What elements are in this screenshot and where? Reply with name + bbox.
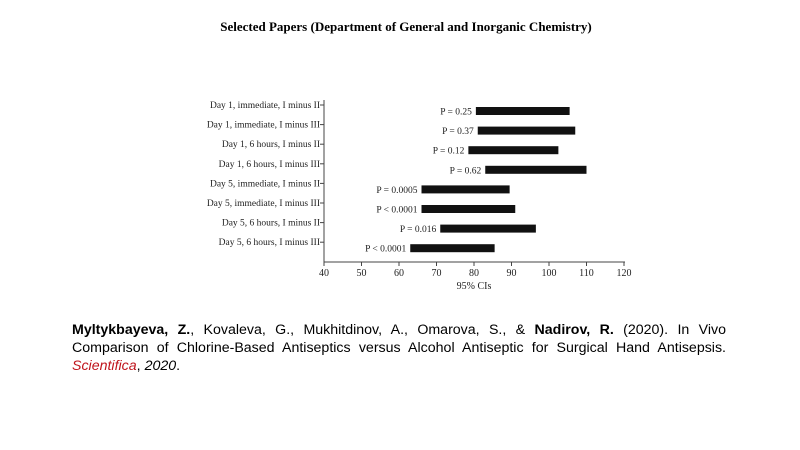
x-tick-label: 80 bbox=[469, 268, 479, 279]
x-tick-label: 50 bbox=[356, 268, 367, 279]
ci-bar bbox=[422, 205, 516, 213]
y-category-label: Day 5, immediate, I minus II bbox=[209, 179, 320, 190]
citation-volume: 2020 bbox=[144, 358, 177, 374]
ci-bar bbox=[485, 166, 586, 174]
p-value-label: P < 0.0001 bbox=[376, 205, 418, 216]
y-category-label: Day 1, 6 hours, I minus II bbox=[221, 140, 320, 151]
x-axis-title: 95% CIs bbox=[456, 281, 492, 292]
y-category-label: Day 5, immediate, I minus III bbox=[206, 199, 320, 209]
x-tick-label: 40 bbox=[319, 268, 329, 279]
x-tick-label: 120 bbox=[616, 268, 632, 279]
citation-coauthors: , Kovaleva, G., Mukhitdinov, A., Omarova, S., & bbox=[190, 322, 535, 338]
citation-title: (2020). In Vivo Comparison of Chlorine-Based Antiseptics versus Alcohol Antiseptic for Surgical Hand Antisepsis. bbox=[72, 322, 726, 356]
ci-bar bbox=[410, 244, 494, 252]
citation-journal: Scientifica bbox=[72, 358, 137, 374]
y-category-label: Day 1, 6 hours, I minus III bbox=[218, 159, 320, 170]
citation-separator: , bbox=[136, 358, 145, 374]
citation-last-author: Nadirov, R. bbox=[534, 322, 614, 338]
citation-first-author: Myltykbayeva, Z. bbox=[72, 322, 191, 338]
p-value-label: P < 0.0001 bbox=[365, 244, 407, 255]
citation bbox=[72, 321, 726, 375]
p-value-label: P = 0.25 bbox=[440, 107, 472, 118]
slide-title: Selected Papers (Department of General and Inorganic Chemistry) bbox=[220, 19, 592, 34]
ci-bar bbox=[440, 225, 536, 233]
p-value-label: P = 0.0005 bbox=[376, 185, 418, 196]
ci-bar bbox=[478, 127, 576, 135]
ci-bar bbox=[476, 107, 570, 115]
ci-bar bbox=[422, 185, 510, 193]
p-value-label: P = 0.37 bbox=[442, 127, 474, 138]
y-category-label: Day 1, immediate, I minus II bbox=[209, 101, 320, 111]
p-value-label: P = 0.12 bbox=[432, 146, 465, 157]
y-category-label: Day 1, immediate, I minus III bbox=[206, 120, 320, 131]
x-tick-label: 60 bbox=[394, 268, 404, 279]
x-tick-label: 90 bbox=[506, 268, 517, 279]
x-tick-label: 70 bbox=[431, 268, 442, 279]
ci-bar bbox=[468, 146, 558, 154]
p-value-label: P = 0.016 bbox=[399, 225, 437, 236]
x-tick-label: 110 bbox=[579, 268, 594, 279]
y-category-label: Day 5, 6 hours, I minus II bbox=[221, 218, 320, 229]
citation-end: . bbox=[176, 358, 181, 374]
p-value-label: P = 0.62 bbox=[449, 166, 482, 177]
y-category-label: Day 5, 6 hours, I minus III bbox=[218, 238, 320, 249]
x-tick-label: 100 bbox=[541, 268, 557, 279]
